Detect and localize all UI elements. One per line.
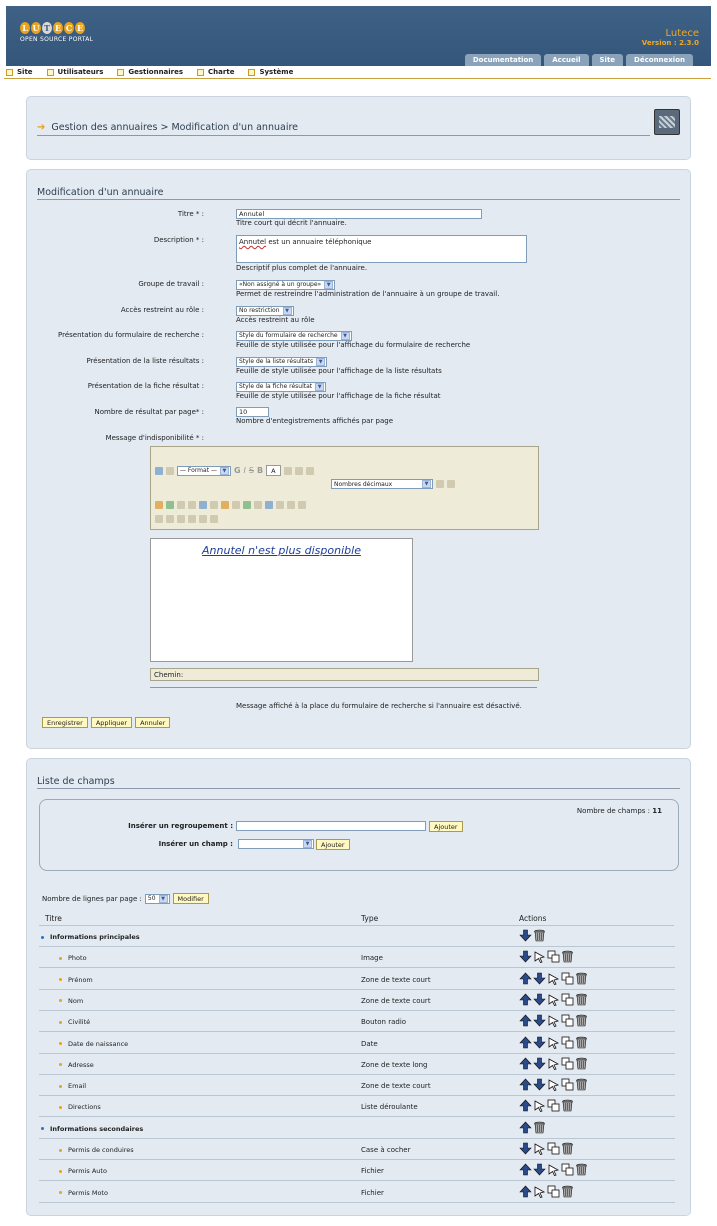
field-actions bbox=[519, 950, 574, 963]
modify-button[interactable]: Modifier bbox=[173, 893, 209, 904]
divider bbox=[37, 135, 650, 136]
cancel-button[interactable]: Annuler bbox=[135, 717, 170, 728]
split-icon[interactable] bbox=[210, 515, 218, 523]
lines-per-page-label: Nombre de lignes par page : bbox=[42, 894, 142, 903]
field-count-label: Nombre de champs : bbox=[576, 807, 651, 815]
field-title[interactable] bbox=[59, 997, 83, 1005]
menu-label: Système bbox=[259, 68, 294, 76]
field-title[interactable] bbox=[41, 933, 140, 941]
field-actions bbox=[519, 1057, 588, 1070]
logo-letter: T bbox=[42, 22, 52, 34]
divider bbox=[37, 199, 680, 200]
brand-name: Lutece bbox=[665, 28, 699, 39]
pres-recherche-select[interactable] bbox=[236, 331, 352, 341]
field-title[interactable] bbox=[59, 1146, 134, 1154]
arrow-right-icon: ➔ bbox=[37, 122, 46, 133]
form-actions bbox=[42, 717, 170, 728]
field-title[interactable] bbox=[41, 1125, 143, 1133]
move-up-icon[interactable] bbox=[519, 972, 532, 985]
field-actions bbox=[519, 1121, 546, 1134]
divider bbox=[37, 788, 680, 789]
copy-icon[interactable] bbox=[547, 1185, 560, 1198]
field-title[interactable] bbox=[59, 954, 87, 962]
menu-label: Charte bbox=[208, 68, 235, 76]
align-left-icon[interactable] bbox=[295, 467, 303, 475]
field-actions bbox=[519, 929, 546, 942]
field-type: Liste déroulante bbox=[361, 1103, 418, 1112]
copy-icon[interactable] bbox=[561, 993, 574, 1006]
bold-icon[interactable]: G bbox=[233, 466, 241, 475]
insert-group-label: Insérer un regroupement : bbox=[128, 822, 233, 830]
delete-icon[interactable] bbox=[575, 993, 588, 1006]
top-tabs bbox=[465, 54, 693, 66]
bullet-icon bbox=[59, 1191, 62, 1194]
field-row bbox=[39, 990, 675, 1011]
apply-button[interactable]: Appliquer bbox=[91, 717, 132, 728]
move-to-group-icon[interactable] bbox=[547, 972, 560, 985]
message-label: Message d'indisponibilité * : bbox=[105, 434, 204, 442]
brand-info bbox=[642, 28, 699, 47]
media-icon[interactable] bbox=[243, 501, 251, 509]
char-icon[interactable] bbox=[254, 501, 262, 509]
bullet-icon bbox=[59, 1021, 62, 1024]
menu-label: Site bbox=[17, 68, 33, 76]
move-down-icon[interactable] bbox=[533, 1036, 546, 1049]
field-title-text: Civilité bbox=[68, 1018, 91, 1027]
breadcrumb bbox=[37, 122, 298, 133]
chevron-down-icon: ▼ bbox=[315, 383, 324, 391]
menu-gestionnaires[interactable] bbox=[117, 68, 183, 76]
form-panel bbox=[26, 169, 691, 749]
description-help: Descriptif plus complet de l'annuaire. bbox=[236, 264, 368, 272]
field-title[interactable] bbox=[59, 1082, 86, 1090]
editor-content-area[interactable] bbox=[150, 538, 413, 662]
field-actions bbox=[519, 1185, 574, 1198]
field-title[interactable] bbox=[59, 1189, 108, 1197]
move-up-icon[interactable] bbox=[519, 1036, 532, 1049]
field-actions bbox=[519, 1163, 588, 1176]
move-down-icon[interactable] bbox=[533, 1163, 546, 1176]
pres-recherche-help: Feuille de style utilisée pour l'affichage du formulaire de recherche bbox=[236, 340, 471, 349]
field-type: Image bbox=[361, 954, 383, 963]
field-actions bbox=[519, 1078, 588, 1091]
field-row bbox=[39, 1033, 675, 1054]
delete-icon[interactable] bbox=[575, 1163, 588, 1176]
pres-fiche-help: Feuille de style utilisée pour l'affichage de la fiche résultat bbox=[236, 391, 441, 400]
message-help: Message affiché à la place du formulaire de recherche si l'annuaire est désactivé. bbox=[236, 702, 522, 710]
field-title-text: Email bbox=[68, 1082, 87, 1091]
clear-icon[interactable] bbox=[284, 467, 292, 475]
tab-site[interactable]: Site bbox=[592, 54, 624, 66]
hr-icon[interactable] bbox=[210, 501, 218, 509]
pres-fiche-value: Style de la fiche résultat bbox=[239, 383, 313, 390]
groupe-value: «Non assigné à un groupe» bbox=[239, 281, 322, 288]
col-header-type: Type bbox=[361, 914, 379, 923]
col-icon[interactable] bbox=[188, 515, 196, 523]
move-up-icon[interactable] bbox=[519, 993, 532, 1006]
menu-label: Utilisateurs bbox=[57, 68, 104, 76]
text-color-button[interactable]: A bbox=[266, 465, 280, 476]
chevron-down-icon: ▼ bbox=[422, 480, 431, 488]
nb-input[interactable]: 10 bbox=[236, 407, 269, 417]
copy-icon[interactable] bbox=[547, 1142, 560, 1155]
move-to-group-icon[interactable] bbox=[533, 950, 546, 963]
move-up-icon[interactable] bbox=[519, 1185, 532, 1198]
bullet-icon bbox=[59, 1170, 62, 1173]
move-to-group-icon[interactable] bbox=[533, 1142, 546, 1155]
cut-icon[interactable] bbox=[155, 467, 163, 475]
pagination-control bbox=[42, 893, 209, 904]
chevron-down-icon: ▼ bbox=[341, 332, 350, 340]
delete-icon[interactable] bbox=[561, 1185, 574, 1198]
field-title-text: Informations secondaires bbox=[50, 1124, 144, 1133]
delete-icon[interactable] bbox=[561, 1099, 574, 1112]
menu-systeme[interactable] bbox=[248, 68, 293, 76]
divider bbox=[150, 687, 537, 688]
bullet-icon bbox=[41, 1127, 44, 1130]
copy-icon[interactable] bbox=[561, 1163, 574, 1176]
chevron-down-icon: ▼ bbox=[283, 307, 292, 315]
lines-per-page-value: 50 bbox=[147, 895, 156, 902]
field-type: Fichier bbox=[361, 1167, 384, 1176]
description-label: Description * : bbox=[153, 236, 204, 244]
folder-icon bbox=[6, 69, 13, 76]
move-down-icon[interactable] bbox=[533, 1057, 546, 1070]
field-actions bbox=[519, 1036, 588, 1049]
nb-label: Nombre de résultat par page* : bbox=[94, 408, 204, 416]
header-banner bbox=[6, 6, 711, 66]
move-to-group-icon[interactable] bbox=[547, 993, 560, 1006]
delete-icon[interactable] bbox=[575, 1036, 588, 1049]
format-select[interactable] bbox=[177, 466, 231, 476]
add-field-button[interactable]: Ajouter bbox=[316, 839, 350, 850]
menu-charte[interactable] bbox=[197, 68, 234, 76]
logo-letter: E bbox=[76, 23, 84, 33]
move-up-icon[interactable] bbox=[519, 1057, 532, 1070]
field-title[interactable] bbox=[59, 1167, 107, 1175]
logo-letter: C bbox=[65, 23, 73, 33]
move-down-icon[interactable] bbox=[533, 1078, 546, 1091]
move-to-group-icon[interactable] bbox=[533, 1185, 546, 1198]
titre-help: Titre court qui décrit l'annuaire. bbox=[236, 219, 347, 227]
field-title[interactable] bbox=[59, 1040, 128, 1048]
copy-icon[interactable] bbox=[547, 1099, 560, 1112]
list-style-value: Nombres décimaux bbox=[334, 480, 393, 488]
field-type: Case à cocher bbox=[361, 1146, 411, 1154]
link-icon[interactable] bbox=[166, 501, 174, 509]
logo-letter: L bbox=[20, 22, 30, 34]
field-row bbox=[39, 969, 675, 990]
copy-icon[interactable] bbox=[547, 950, 560, 963]
insert-field-label: Insérer un champ : bbox=[158, 840, 233, 848]
folder-icon bbox=[248, 69, 255, 76]
acces-value: No restriction bbox=[239, 307, 280, 314]
bullet-icon bbox=[59, 1106, 62, 1109]
tab-documentation[interactable]: Documentation bbox=[465, 54, 541, 66]
bullet-icon bbox=[59, 1149, 62, 1152]
move-down-icon[interactable] bbox=[533, 993, 546, 1006]
redo-icon[interactable] bbox=[188, 501, 196, 509]
merge-icon[interactable] bbox=[199, 515, 207, 523]
editor-content-text: Annutel n'est plus disponible bbox=[202, 544, 361, 557]
bullet-icon bbox=[59, 978, 62, 981]
col-header-actions: Actions bbox=[519, 914, 547, 923]
form-title: Modification d'un annuaire bbox=[37, 187, 164, 198]
delete-icon[interactable] bbox=[575, 1057, 588, 1070]
row-icon[interactable] bbox=[177, 515, 185, 523]
delete-icon[interactable] bbox=[533, 1121, 546, 1134]
description-rest: est un annuaire téléphonique bbox=[266, 238, 372, 246]
field-title[interactable] bbox=[59, 976, 93, 984]
copy-icon[interactable] bbox=[561, 972, 574, 985]
copy-icon[interactable] bbox=[561, 1078, 574, 1091]
tab-accueil[interactable]: Accueil bbox=[544, 54, 588, 66]
breadcrumb-separator: > bbox=[160, 122, 169, 133]
groupe-label: Groupe de travail : bbox=[138, 280, 204, 288]
field-row bbox=[39, 947, 675, 968]
field-type: Date bbox=[361, 1039, 378, 1048]
move-down-icon[interactable] bbox=[533, 972, 546, 985]
titre-label: Titre * : bbox=[177, 210, 204, 218]
lines-per-page-select[interactable] bbox=[145, 894, 170, 904]
pres-recherche-label: Présentation du formulaire de recherche : bbox=[58, 331, 204, 339]
field-actions bbox=[519, 1142, 574, 1155]
pres-liste-value: Style de la liste résultats bbox=[239, 358, 314, 365]
main-menu bbox=[4, 66, 711, 79]
field-type: Bouton radio bbox=[361, 1018, 407, 1027]
pres-liste-label: Présentation de la liste résultats : bbox=[86, 357, 204, 365]
field-actions bbox=[519, 972, 588, 985]
field-title-text: Photo bbox=[68, 954, 87, 963]
fields-title: Liste de champs bbox=[37, 776, 115, 787]
field-row bbox=[39, 1075, 675, 1096]
bullet-icon bbox=[59, 1063, 62, 1066]
field-actions bbox=[519, 1099, 574, 1112]
insert-field-select[interactable] bbox=[238, 839, 314, 849]
bullet-icon bbox=[59, 1042, 62, 1045]
pres-liste-select[interactable] bbox=[236, 357, 327, 367]
chevron-down-icon: ▼ bbox=[324, 281, 333, 289]
delete-icon[interactable] bbox=[561, 950, 574, 963]
menu-site[interactable] bbox=[6, 68, 33, 76]
copy-icon[interactable] bbox=[561, 1014, 574, 1027]
delete-icon[interactable] bbox=[561, 1142, 574, 1155]
field-group-row bbox=[39, 1118, 675, 1139]
logo-subtitle: OPEN SOURCE PORTAL bbox=[20, 36, 94, 43]
field-type: Zone de texte court bbox=[361, 1082, 431, 1091]
breadcrumb-link-annuaires[interactable]: Gestion des annuaires bbox=[51, 122, 158, 133]
logo-letters bbox=[20, 22, 93, 34]
spell-icon[interactable] bbox=[298, 501, 306, 509]
acces-select[interactable] bbox=[236, 306, 294, 316]
field-count-value: 11 bbox=[652, 807, 662, 815]
field-type: Zone de texte long bbox=[361, 1060, 428, 1069]
move-to-group-icon[interactable] bbox=[547, 1057, 560, 1070]
acces-label: Accès restreint au rôle : bbox=[120, 306, 204, 314]
code-icon[interactable] bbox=[232, 501, 240, 509]
field-row bbox=[39, 1139, 675, 1160]
anchor-icon[interactable] bbox=[221, 501, 229, 509]
chevron-down-icon: ▼ bbox=[316, 358, 325, 366]
field-title[interactable] bbox=[59, 1061, 94, 1069]
move-down-icon[interactable] bbox=[519, 950, 532, 963]
undo-icon[interactable] bbox=[177, 501, 185, 509]
folder-icon bbox=[197, 69, 204, 76]
move-to-group-icon[interactable] bbox=[547, 1163, 560, 1176]
move-to-group-icon[interactable] bbox=[533, 1099, 546, 1112]
field-group-row bbox=[39, 926, 675, 947]
delete-icon[interactable] bbox=[575, 1078, 588, 1091]
field-row bbox=[39, 1096, 675, 1117]
field-title[interactable] bbox=[59, 1018, 90, 1026]
field-row bbox=[39, 1011, 675, 1032]
pres-fiche-select[interactable] bbox=[236, 382, 326, 392]
image-icon[interactable] bbox=[155, 501, 163, 509]
acces-help: Accès restreint au rôle bbox=[236, 315, 315, 324]
menu-label: Gestionnaires bbox=[128, 68, 184, 76]
superscript-icon[interactable] bbox=[166, 515, 174, 523]
nb-help: Nombre d'entegistrements affichés par page bbox=[236, 417, 394, 425]
field-type: Fichier bbox=[361, 1188, 384, 1197]
save-button[interactable]: Enregistrer bbox=[42, 717, 88, 728]
strike-icon[interactable]: S bbox=[248, 466, 254, 475]
find-icon[interactable] bbox=[166, 467, 174, 475]
field-actions bbox=[519, 1014, 588, 1027]
insert-box bbox=[39, 799, 679, 871]
move-down-icon[interactable] bbox=[533, 1014, 546, 1027]
field-title[interactable] bbox=[59, 1103, 101, 1111]
titre-input[interactable]: Annutel bbox=[236, 209, 482, 219]
list-style-select[interactable] bbox=[331, 479, 433, 489]
add-group-button[interactable]: Ajouter bbox=[429, 821, 463, 832]
field-count bbox=[577, 807, 662, 815]
pres-liste-help: Feuille de style utilisée pour l'affichage de la liste résultats bbox=[236, 366, 442, 375]
bullet-icon bbox=[59, 1085, 62, 1088]
field-title-text: Date de naissance bbox=[68, 1039, 129, 1048]
logo-letter: U bbox=[32, 23, 40, 33]
chevron-down-icon: ▼ bbox=[303, 840, 312, 848]
menu-utilisateurs[interactable] bbox=[47, 68, 104, 76]
b-icon[interactable]: B bbox=[256, 466, 264, 475]
italic-icon[interactable]: I bbox=[243, 466, 246, 475]
preview-icon[interactable] bbox=[276, 501, 284, 509]
groupe-help: Permet de restreindre l'administration de l'annuaire à un groupe de travail. bbox=[236, 289, 500, 298]
chevron-down-icon: ▼ bbox=[159, 895, 168, 903]
move-down-icon[interactable] bbox=[519, 1142, 532, 1155]
bullet-icon bbox=[59, 957, 62, 960]
field-title-text: Permis de conduires bbox=[68, 1146, 134, 1154]
lutece-logo[interactable] bbox=[20, 22, 93, 43]
field-title-text: Permis Moto bbox=[68, 1188, 108, 1197]
editor-path-bar: Chemin: bbox=[150, 668, 539, 681]
groupe-select[interactable] bbox=[236, 280, 335, 290]
pres-fiche-label: Présentation de la fiche résultat : bbox=[87, 382, 204, 390]
folder-icon bbox=[47, 69, 54, 76]
move-up-icon[interactable] bbox=[519, 1163, 532, 1176]
move-to-group-icon[interactable] bbox=[547, 1036, 560, 1049]
field-actions bbox=[519, 993, 588, 1006]
subscript-icon[interactable] bbox=[155, 515, 163, 523]
insert-group-input[interactable] bbox=[236, 821, 426, 831]
pres-recherche-value: Style du formulaire de recherche bbox=[239, 332, 338, 339]
field-title-text: Prénom bbox=[68, 975, 93, 984]
field-title-text: Permis Auto bbox=[68, 1167, 107, 1176]
fields-panel bbox=[26, 758, 691, 1216]
move-up-icon[interactable] bbox=[519, 1121, 532, 1134]
copy-icon[interactable] bbox=[561, 1036, 574, 1049]
move-to-group-icon[interactable] bbox=[547, 1078, 560, 1091]
tab-deconnexion[interactable]: Déconnexion bbox=[626, 54, 693, 66]
move-up-icon[interactable] bbox=[519, 1014, 532, 1027]
editor-toolbar bbox=[150, 446, 539, 530]
outdent-icon[interactable] bbox=[447, 480, 455, 488]
field-title-text: Directions bbox=[68, 1103, 101, 1112]
move-down-icon[interactable] bbox=[519, 929, 532, 942]
move-up-icon[interactable] bbox=[519, 1078, 532, 1091]
table-icon[interactable] bbox=[199, 501, 207, 509]
format-value: — Format — bbox=[180, 467, 217, 474]
logo-letter: E bbox=[54, 23, 62, 33]
field-row bbox=[39, 1160, 675, 1181]
description-textarea[interactable] bbox=[236, 235, 527, 263]
fullscreen-icon[interactable] bbox=[287, 501, 295, 509]
field-type: Zone de texte court bbox=[361, 975, 431, 984]
bullet-icon bbox=[41, 936, 44, 939]
field-title-text: Adresse bbox=[68, 1060, 94, 1069]
move-to-group-icon[interactable] bbox=[547, 1014, 560, 1027]
emoticon-icon[interactable] bbox=[265, 501, 273, 509]
field-row bbox=[39, 1182, 675, 1203]
field-row bbox=[39, 1054, 675, 1075]
breadcrumb-current: Modification d'un annuaire bbox=[171, 122, 298, 133]
field-title-text: Nom bbox=[68, 996, 84, 1005]
breadcrumb-panel bbox=[26, 96, 691, 160]
indent-icon[interactable] bbox=[436, 480, 444, 488]
field-type: Zone de texte court bbox=[361, 996, 431, 1005]
version-label: Version : 2.3.0 bbox=[641, 39, 699, 47]
bullet-icon bbox=[59, 999, 62, 1002]
field-title-text: Informations principales bbox=[50, 933, 140, 941]
directory-feature-icon bbox=[654, 109, 680, 135]
move-up-icon[interactable] bbox=[519, 1099, 532, 1112]
col-header-titre: Titre bbox=[45, 914, 62, 923]
copy-icon[interactable] bbox=[561, 1057, 574, 1070]
description-word: Annutel bbox=[239, 238, 267, 246]
folder-icon bbox=[117, 69, 124, 76]
delete-icon[interactable] bbox=[575, 972, 588, 985]
delete-icon[interactable] bbox=[575, 1014, 588, 1027]
align-center-icon[interactable] bbox=[306, 467, 314, 475]
chevron-down-icon: ▼ bbox=[220, 467, 229, 475]
delete-icon[interactable] bbox=[533, 929, 546, 942]
